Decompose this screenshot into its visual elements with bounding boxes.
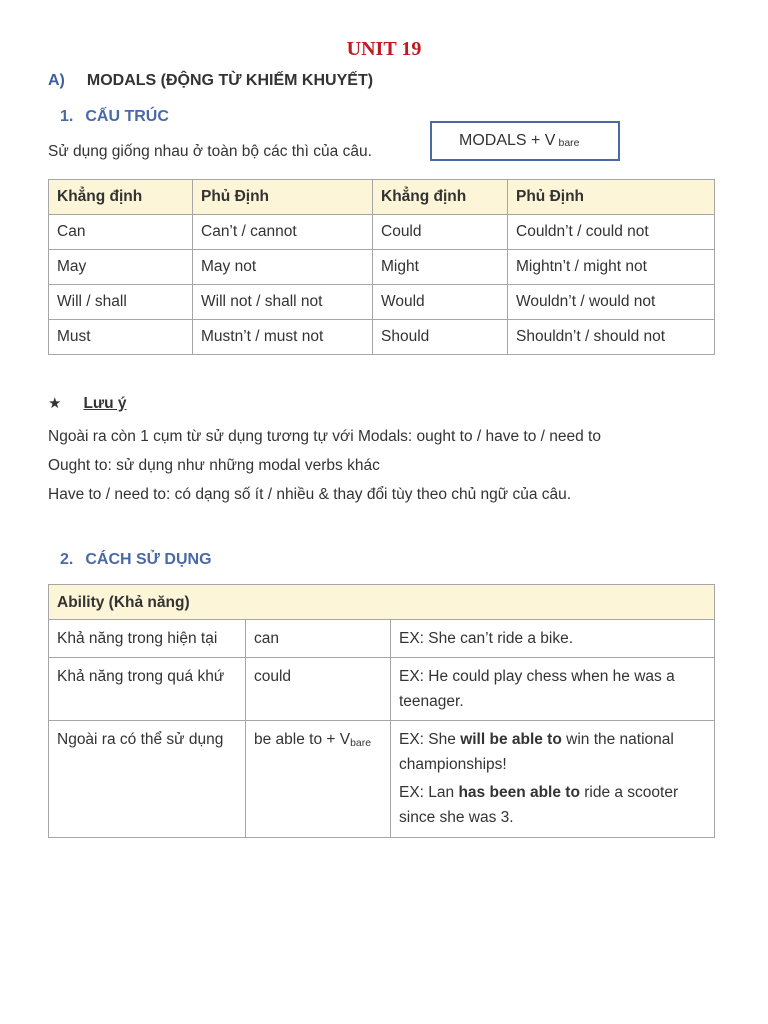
ability-table: [48, 584, 715, 838]
section-a-letter: A): [48, 72, 65, 89]
table-row: [49, 250, 715, 285]
structure-heading: [60, 108, 169, 126]
table-row: [49, 285, 715, 320]
table-cell: Shouldn’t / should not: [508, 320, 715, 355]
table-cell: May: [49, 250, 193, 285]
note-label: Lưu ý: [83, 395, 127, 412]
table-cell: Could: [373, 215, 508, 250]
table-header-cell: Khẳng định: [49, 180, 193, 215]
example-text: EX: She: [399, 731, 461, 748]
formula-box: [430, 121, 620, 161]
table-cell: could: [246, 658, 391, 721]
table-cell: May not: [193, 250, 373, 285]
formula-subscript: bare: [558, 137, 580, 149]
modals-table-header-row: [49, 180, 715, 215]
table-header-cell: Khẳng định: [373, 180, 508, 215]
table-cell: Might: [373, 250, 508, 285]
ability-header: Ability (Khả năng): [49, 585, 715, 620]
example-bold: will be able to: [460, 731, 562, 748]
table-cell: Mustn’t / must not: [193, 320, 373, 355]
unit-title: UNIT 19: [346, 38, 422, 60]
note-line: Have to / need to: có dạng số ít / nhiều & thay đổi tùy theo chủ ngữ của câu.: [48, 486, 572, 503]
note-heading: [48, 394, 127, 413]
section-a-title: MODALS (ĐỘNG TỪ KHIẾM KHUYẾT): [86, 72, 374, 89]
example-line: [399, 727, 706, 777]
table-cell: can: [246, 620, 391, 658]
table-cell: Would: [373, 285, 508, 320]
table-cell: Will / shall: [49, 285, 193, 320]
star-icon: ★: [48, 395, 62, 412]
table-header-cell: Phủ Định: [193, 180, 373, 215]
usage-title: CÁCH SỬ DỤNG: [85, 551, 212, 568]
table-row: [49, 721, 715, 838]
table-cell: Ngoài ra có thể sử dụng: [49, 721, 246, 838]
table-cell: [391, 721, 715, 838]
note-line: Ought to: sử dụng như những modal verbs khác: [48, 457, 380, 474]
table-cell: Wouldn’t / would not: [508, 285, 715, 320]
table-cell: Can: [49, 215, 193, 250]
table-cell: Khả năng trong quá khứ: [49, 658, 246, 721]
example-text: ride a scooter since she was 3.: [399, 784, 679, 826]
table-cell: Can’t / cannot: [193, 215, 373, 250]
table-cell: Khả năng trong hiện tại: [49, 620, 246, 658]
modals-table: [48, 179, 715, 355]
example-line: [399, 780, 706, 830]
structure-sentence: Sử dụng giống nhau ở toàn bộ các thì của câu.: [48, 143, 372, 160]
structure-title: CẤU TRÚC: [85, 108, 169, 125]
table-cell: EX: She can’t ride a bike.: [391, 620, 715, 658]
usage-heading: [60, 551, 212, 569]
table-row: [49, 215, 715, 250]
example-bold: has been able to: [458, 784, 580, 801]
table-cell: Must: [49, 320, 193, 355]
table-cell: Couldn’t / could not: [508, 215, 715, 250]
example-text: win the national championships!: [399, 731, 674, 773]
formula-text: MODALS + V: [459, 132, 556, 149]
table-cell: Will not / shall not: [193, 285, 373, 320]
structure-num: 1.: [60, 108, 74, 125]
table-cell: Should: [373, 320, 508, 355]
note-line: Ngoài ra còn 1 cụm từ sử dụng tương tự với Modals: ought to / have to / need to: [48, 428, 601, 445]
able-to-subscript: bare: [350, 737, 372, 749]
table-cell: [246, 721, 391, 838]
ability-header-row: [49, 585, 715, 620]
table-row: [49, 620, 715, 658]
able-to-text: be able to + V: [254, 731, 351, 748]
table-header-cell: Phủ Định: [508, 180, 715, 215]
table-cell: EX: He could play chess when he was a teenager.: [391, 658, 715, 721]
table-row: [49, 320, 715, 355]
usage-num: 2.: [60, 551, 74, 568]
section-a-heading: [48, 72, 373, 90]
table-row: [49, 658, 715, 721]
example-text: EX: Lan: [399, 784, 459, 801]
table-cell: Mightn’t / might not: [508, 250, 715, 285]
